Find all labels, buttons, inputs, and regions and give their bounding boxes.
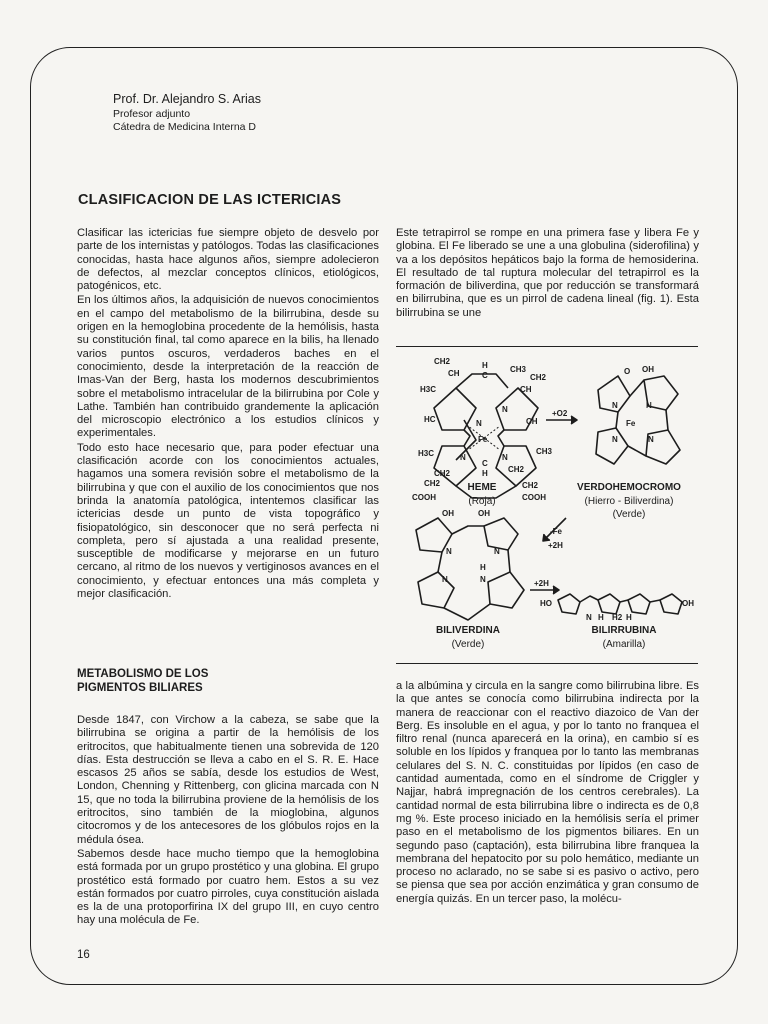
right-bottom-paragraph: a la albúmina y circula en la sangre como bilirrubina libre. Es la que antes se conocía como bilirrubina indirecta por la manera de reaccionar con el reactivo diazoico de Van der Berg. Es insoluble en el agua, y por lo tanto no franquea el filtro renal (nunca aparecerá en la orina), en cambio sí es soluble en los lípidos y franquea por lo tanto las membranas celulares del S. N. C. constituidas por lípidos (en caso de cantidad aumentada, como en el síndrome de Criggler y Najjar, habrá impregnación de los centros cerebrales). La cantidad normal de esta bilirrubina libre o indirecta es de 0,8 mg %. Este proceso iniciado en la hemólisis sería el primer paso en el metabolismo de los pigmentos biliares. En un segundo paso (captación), esta bilirrubina libre franquea la membrana del hepatocito por su polo hemático, mediante un proceso no aclarado, no se sabe si es pasivo o activo, pero se piensa que sea por acción enzimática y gran consumo de energía quizás. En un tercer paso, la molécu-	[396, 680, 699, 905]
arrow-label: +2H	[534, 579, 549, 588]
group-label: CH2	[424, 479, 441, 488]
arrow-label: -Fe	[550, 527, 562, 536]
group-label: CH2	[434, 469, 451, 478]
article-title: CLASIFICACION DE LAS ICTERICIAS	[78, 192, 342, 208]
section-heading	[77, 668, 379, 695]
right-top-paragraph: Este tetrapirrol se rompe en una primera fase y libera Fe y globina. El Fe liberado se une a una globulina (siderofilina) y va a los depósitos hepáticos bajo la forma de hemosiderina. El resultado de tal ruptura molecular del tetrapirrol es la formación de biliverdina, que por reducción se transformará en bilirrubina, que es un pirrol de cadena lineal (fig. 1). Esta bilirrubina se une	[396, 227, 699, 319]
verdohemocromo-detail: (Hierro - Biliverdina)	[584, 495, 674, 507]
arrow-label: +O2	[552, 409, 568, 418]
verdohemocromo-structure	[596, 376, 680, 464]
atom-label: N	[612, 401, 618, 410]
right-column-bottom	[396, 680, 699, 907]
section-paragraph: Sabemos desde hace mucho tiempo que la hemoglobina está formada por un grupo prostético y una globina. El grupo prostético está formado por cuatro hem. Estos a su vez están formados por cuatro pirroles, cuya constitución aislada es la de una protoporfirina IX del grupo III, en cuyo centro hay una molécula de Fe.	[77, 847, 379, 927]
intro-paragraph: Todo esto hace necesario que, para poder efectuar una clasificación acorde con los conocimientos actuales, hagamos una somera revisión sobre el metabolismo de la bilirrubina y que con el auxilio de los conocimientos que nos brinda la anatomía patológica, intentemos clasificar las ictericias desde un punto de vista topográfico y fisiopatológico, sin desconocer que no será perfecta ni completa, pero sí ajustada a una realidad presente, susceptible de modificarse y mejorarse en un futuro cercano, al ritmo de los nuevos y vertiginosos avances en el conocimiento, y efectuar entonces una más completa y mejor clasificación.	[77, 441, 379, 601]
arrow-label: +2H	[548, 541, 563, 550]
atom-label: C	[482, 371, 488, 380]
author-position: Profesor adjunto	[113, 107, 191, 120]
atom-label: H	[482, 361, 488, 370]
bilirrubina-caption	[574, 624, 674, 651]
group-label: OH	[682, 599, 694, 608]
right-column-top	[396, 227, 699, 321]
biliverdina-name: BILIVERDINA	[436, 625, 500, 636]
atom-label: N	[442, 575, 448, 584]
group-label: CH	[526, 417, 538, 426]
atom-label: Fe	[478, 435, 488, 444]
section-heading-line: PIGMENTOS BILIARES	[77, 681, 203, 694]
atom-label: H	[482, 469, 488, 478]
group-label: CH2	[434, 357, 451, 366]
heme-caption	[442, 481, 522, 508]
group-label: CH2	[522, 481, 539, 490]
heme-color: (Roja)	[468, 495, 496, 507]
author-name: Prof. Dr. Alejandro S. Arias	[113, 92, 261, 106]
atom-label: H	[626, 613, 632, 622]
intro-paragraph: En los últimos años, la adquisición de nuevos conocimientos en el campo del metabolismo de la bilirrubina, desde su origen en la hemoglobina procedente de la hemólisis, hasta su constitución final, tal como aparece en la bilis, ha llenado varios puntos oscuros, verdaderos baches en el conocimiento, desde la interpretación de la reacción de Imas-Van der Berg, hasta los modernos descubrimientos sobre el metabolismo intracelular de la bilirrubina por Cole y Lathe. También han contribuido grandemente la aplicación del microscopio electrónico a los estudios clínicos y experimentales.	[77, 294, 379, 440]
group-label: COOH	[522, 493, 546, 502]
biliverdina-caption	[418, 624, 518, 651]
atom-label: N	[494, 547, 500, 556]
bilirrubina-name: BILIRRUBINA	[591, 625, 657, 636]
atom-label: H	[598, 613, 604, 622]
intro-paragraph: Clasificar las ictericias fue siempre objeto de desvelo por parte de los internistas y patólogos. Todas las clasificaciones conocidas, hasta hace algunos años, siempre adolecieron de defectos, al mezclar conceptos clínicos, etiológicos, patogénicos, etc.	[77, 227, 379, 293]
group-label: HO	[540, 599, 552, 608]
group-label: COOH	[412, 493, 436, 502]
bilirrubina-color: (Amarilla)	[602, 638, 646, 650]
author-block	[113, 92, 261, 134]
atom-label: N	[476, 419, 482, 428]
atom-label: N	[586, 613, 592, 622]
group-label: CH	[448, 369, 460, 378]
biliverdina-structure	[416, 518, 524, 620]
group-label: OH	[478, 509, 490, 518]
metabolism-section	[77, 668, 379, 929]
group-label: H3C	[418, 449, 435, 458]
atom-label: C	[482, 459, 488, 468]
verdohemocromo-caption	[561, 481, 697, 522]
section-paragraph: Desde 1847, con Virchow a la cabeza, se sabe que la bilirrubina se origina a partir de la hemólisis de los eritrocitos, que habitualmente tienen una sobrevida de 120 días. Esta destrucción se lleva a cabo en el S. R. E. Hace escasos 25 años se sabía, desde los estudios de West, London, Chenning y Rittenberg, con glicina marcada con N 15, que no toda la bilirrubina proviene de la hemólisis de los eritrocitos, sino también de la mioglobina, algunos citocromos y de los antecesores de los glóbulos rojos en la médula ósea.	[77, 714, 379, 846]
intro-column	[77, 227, 379, 602]
group-label: CH3	[510, 365, 527, 374]
figure-top-rule	[396, 346, 698, 347]
atom-label: H	[480, 563, 486, 572]
atom-label: N	[502, 405, 508, 414]
atom-label: N	[446, 547, 452, 556]
verdohemocromo-color: (Verde)	[612, 509, 646, 520]
group-label: CH2	[530, 373, 547, 382]
group-label: OH	[442, 509, 454, 518]
group-label: CH2	[508, 465, 525, 474]
bilirrubina-structure	[558, 594, 682, 614]
group-label: H2	[612, 613, 623, 622]
biliverdina-color: (Verde)	[451, 638, 485, 650]
atom-label: N	[480, 575, 486, 584]
page-number: 16	[77, 949, 90, 961]
group-label: H3C	[420, 385, 437, 394]
atom-label: N	[648, 435, 654, 444]
group-label: HC	[424, 415, 436, 424]
section-heading-line: METABOLISMO DE LOS	[77, 668, 209, 680]
group-label: CH3	[536, 447, 553, 456]
atom-label: N	[502, 453, 508, 462]
atom-label: Fe	[626, 419, 636, 428]
heme-name: HEME	[467, 482, 497, 493]
author-department: Cátedra de Medicina Interna D	[113, 120, 256, 133]
figure-bottom-rule	[396, 663, 698, 664]
atom-label: N	[612, 435, 618, 444]
verdohemocromo-name: VERDOHEMOCROMO	[577, 482, 681, 493]
atom-label: N	[646, 401, 652, 410]
group-label: OH	[642, 365, 654, 374]
atom-label: N	[460, 453, 466, 462]
figure-1	[398, 350, 698, 658]
group-label: CH	[520, 385, 532, 394]
atom-label: O	[624, 367, 631, 376]
